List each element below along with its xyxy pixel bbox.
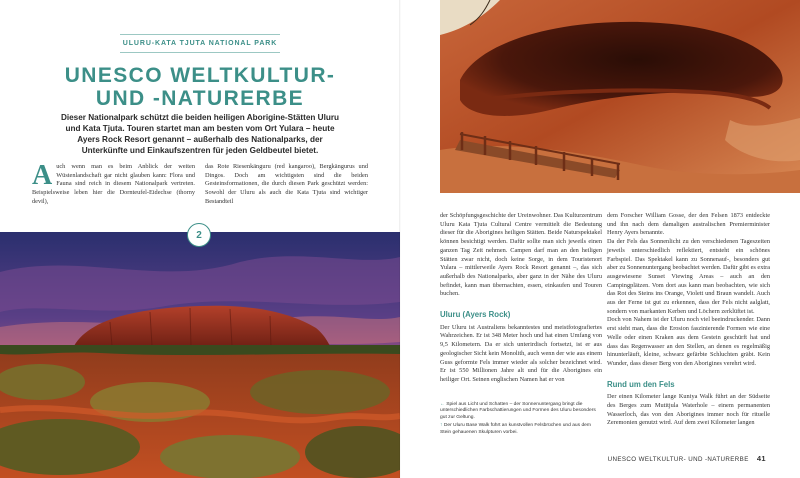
title-line-1: UNESCO WELTKULTUR-: [64, 64, 336, 87]
running-footer: [608, 454, 766, 463]
subheading-rund-um-den-fels: Rund um den Fels: [607, 379, 675, 389]
subheading-uluru: Uluru (Ayers Rock): [440, 310, 511, 320]
section-kicker: ULURU-KATA TJUTA NATIONAL PARK: [122, 40, 278, 47]
body-paragraph: Doch von Nahem ist der Uluru noch viel beeindruckender. Dann erst sieht man, dass die Erosion faszinierende Formen wie eine Welle oder einen Kraken aus dem Gestein geschürft hat und dass das Regenwasser an den Stellen, an denen es regelmäßig hinunterläuft, kleine, schwarz gefärbte Schluchten gräbt. Kein Wunder, dass dieser Berg von den Aborigines verehrt wird.: [607, 316, 770, 367]
spine-shadow: [399, 0, 401, 478]
body-column-1-text: uch wenn man es beim Anblick der weiten Wüstenlandschaft gar nicht glauben kann: Flora und Fauna sind reich in diesem Nationalpark vertreten. Beispielsweise leben hier die Dornteufel-Eidechse (thorny devil),: [32, 163, 195, 205]
footer-title: UNESCO WELTKULTUR- UND -NATURERBE: [607, 456, 749, 463]
chapter-number-badge: 2: [187, 223, 211, 247]
lead-paragraph: Dieser Nationalpark schützt die beiden heiligen Aborigine-Stätten Uluru und Kata Tjuta. Touren startet man am besten vom Ort Yulara – heute Ayers Rock Resort genannt – außerhalb des Nationalparks, der Unterkünfte und Einkaufszentren für jeden Geldbeutel bietet.: [60, 113, 340, 155]
caption-sunset-text: Spiel aus Licht und Schatten – der Sonnenuntergang bringt die unterschiedlichen Farbschattierungen und Formen des Uluru besonders gut zur Geltung.: [440, 402, 596, 420]
uluru-sunset-photo: [0, 232, 400, 478]
caption-base-walk: [440, 423, 600, 436]
right-page: [400, 0, 800, 478]
caption-sunset: [440, 402, 600, 421]
body-paragraph: der Schöpfungsgeschichte der Ureinwohner. Das Kulturzentrum Uluru Kata Tjuta Cultural Centre vermittelt die Bedeutung dieser für die Aborigines heiligen Stätten. Beide Naturspektakel können besichtigt werden. Dafür sollte man sich jeweils einen ganzen Tag Zeit nehmen. Campen darf man an den heiligen Stätten zwar nicht, doch keine Sorge, in dem Touristenort Yulara – mittlerweile Ayers Rock Resort genannt –, das sich außerhalb des Nationalparks, aber ganz in der Nähe des Uluru befindet, kann man übernachten, essen, einkaufen und Touren buchen.: [440, 212, 602, 298]
drop-cap: A: [32, 160, 53, 191]
page-title: [0, 64, 400, 110]
uluru-base-walk-photo: [440, 0, 800, 193]
caption-base-walk-text: Der Uluru Base Walk führt an kunstvollen Felsbrüchen und aus dem Stein gehauenen Skulpturen vorbei.: [440, 423, 591, 435]
body-paragraph: Der Uluru ist Australiens bekanntestes und meistfotografiertes Wahrzeichen. Er ist 348 Meter hoch und hat einen Umfang von 9,5 Kilometern. Da er sich unterirdisch fortsetzt, ist er aus geologischer Sicht kein Monolith, auch wenn der wie aus einem Guss geformte Fels immer wieder als solcher bezeichnet wird. Er ist 550 Millionen Jahre alt und für die Aborigines ein heiliger Ort. Seinen englischen Namen hat er von: [440, 323, 602, 383]
kicker-rule-bottom: [120, 52, 280, 53]
title-line-2: UND -NATURERBE: [95, 87, 305, 110]
page-number: 41: [756, 454, 766, 463]
body-column-3: [440, 212, 602, 385]
body-column-4: [607, 212, 770, 428]
arrow-left-icon: ←: [440, 402, 445, 407]
photo-captions: [440, 402, 600, 438]
body-paragraph: Da der Fels das Sonnenlicht zu den verschiedenen Tageszeiten jeweils unterschiedlich reflektiert, entsteht ein schönes Farbspiel. Das Spektakel kann zu Sonnenauf-, besonders gut aber zu Sonnenuntergang beobachtet werden. Dafür gibt es extra ausgewiesene Sunset Viewing Areas – auch an den Campingplätzen. Vom dort aus kann man beobachten, wie sich das Rot des Steins ins Orange, Violett und Braun wandelt. Auch aus der Ferne ist gut zu erkennen, dass der Fels nicht aalglatt, sondern von markanten Kerben und Löchern zerklüftet ist.: [607, 238, 771, 315]
body-paragraph: Der einen Kilometer lange Kuniya Walk führt an der Südseite des Berges zum Mutitjula Waterhole – einem permanenten Wasserloch, das von den Aborigines immer noch für rituelle Zeremonien genutzt wird. Auf dem zwei Kilometer langen: [607, 393, 770, 427]
kicker-rule-top: [120, 34, 280, 35]
body-column-1: [32, 160, 195, 207]
body-column-2: das Rote Riesenkänguru (red kangaroo), Bergkängurus und Dingos. Doch am wichtigsten sind die beiden Gesteinsformationen, die durch diesen Park geschützt werden: Sowohl der Uluru als auch die Kata Tjuta sind wichtiger Bestandteil: [205, 163, 368, 205]
arrow-up-icon: ↑: [440, 423, 443, 429]
body-paragraph: dem Forscher William Gosse, der den Felsen 1873 entdeckte und ihn nach dem damaligen australischen Premierminister Henry Ayers benannte.: [607, 212, 770, 237]
